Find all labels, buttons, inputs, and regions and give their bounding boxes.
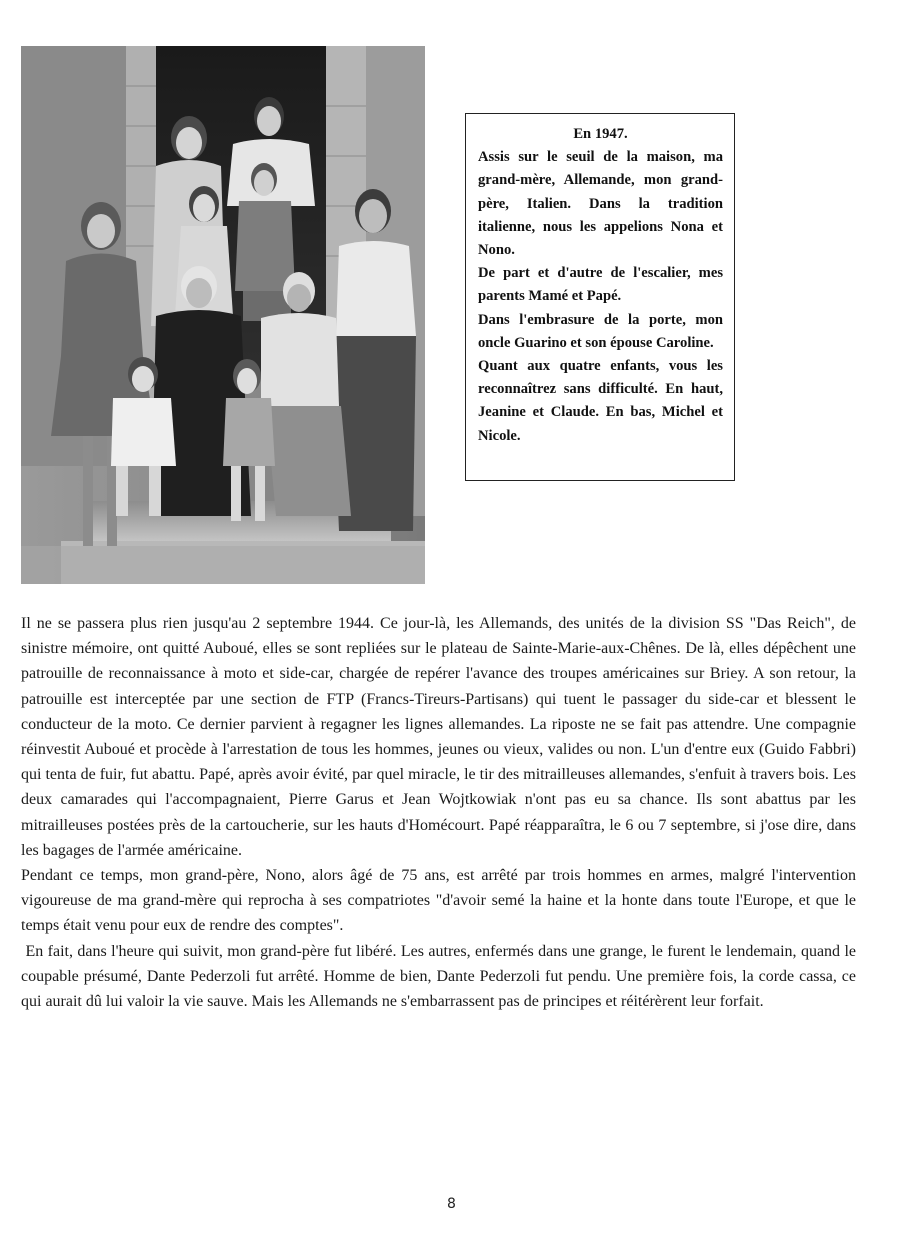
family-photo-icon bbox=[21, 46, 425, 584]
body-paragraph: Il ne se passera plus rien jusqu'au 2 septembre 1944. Ce jour-là, les Allemands, des unités de la division SS "Das Reich", de sinistre mémoire, ont quitté Auboué, elles se sont repliées sur le plateau de Sainte-Marie-aux-Chênes. De là, elles dépêchent une patrouille de reconnaissance à moto et side-car, chargée de repérer l'avance des troupes américaines sur Briey. A son retour, la patrouille est interceptée par une section de FTP (Francs-Tireurs-Partisans) qui tuent le passager du side-car et blessent le conducteur de la moto. Ce dernier parvient à regagner les lignes allemandes. La riposte ne se fait pas attendre. Une compagnie réinvestit Auboué et procède à l'arrestation de tous les hommes, jeunes ou vieux, valides ou non. L'un d'entre eux (Guido Fabbri) qui tenta de fuir, fut abattu. Papé, après avoir évité, par quel miracle, le tir des mitrailleuses allemandes, s'enfuit à travers bois. Les deux camarades qui l'accompagnaient, Pierre Garus et Jean Wojtkowiak n'ont pas eu sa chance. Ils sont abattus par les mitrailleuses postées près de la cartoucherie, sur les hauts d'Homécourt. Papé réapparaîtra, le 6 ou 7 septembre, si j'ose dire, dans les bagages de l'armée américaine. bbox=[21, 615, 856, 859]
caption-paragraph: Quant aux quatre enfants, vous les reconnaîtrez sans difficulté. En haut, Jeanine et Claude. En bas, Michel et Nicole. bbox=[478, 358, 723, 444]
photo-caption-box bbox=[465, 113, 735, 481]
caption-paragraph: De part et d'autre de l'escalier, mes parents Mamé et Papé. bbox=[478, 265, 723, 305]
caption-title: En 1947. bbox=[573, 126, 628, 142]
body-paragraph: Pendant ce temps, mon grand-père, Nono, alors âgé de 75 ans, est arrêté par trois hommes en armes, malgré l'intervention vigoureuse de ma grand-mère qui reprocha à ses compatriotes "d'avoir semé la haine et la honte dans toute l'Europe, et que le temps était venu pour eux de rendre des comptes". bbox=[21, 867, 856, 935]
caption-paragraph: Assis sur le seuil de la maison, ma grand-mère, Allemande, mon grand-père, Italien. Dans la tradition italienne, nous les appelions Nona et Nono. bbox=[478, 149, 723, 259]
family-photo bbox=[21, 46, 425, 584]
body-paragraph: En fait, dans l'heure qui suivit, mon grand-père fut libéré. Les autres, enfermés dans une grange, le furent le lendemain, quand le coupable présumé, Dante Pederzoli fut arrêté. Homme de bien, Dante Pederzoli fut pendu. Une première fois, la corde cassa, ce qui aurait dû lui valoir la vie sauve. Mais les Allemands ne s'embarrassent pas de principes et réitérèrent leur forfait. bbox=[21, 942, 861, 1011]
caption-paragraph: Dans l'embrasure de la porte, mon oncle Guarino et son épouse Caroline. bbox=[478, 311, 723, 351]
body-text bbox=[21, 611, 861, 1014]
page-number: 8 bbox=[447, 1196, 456, 1212]
